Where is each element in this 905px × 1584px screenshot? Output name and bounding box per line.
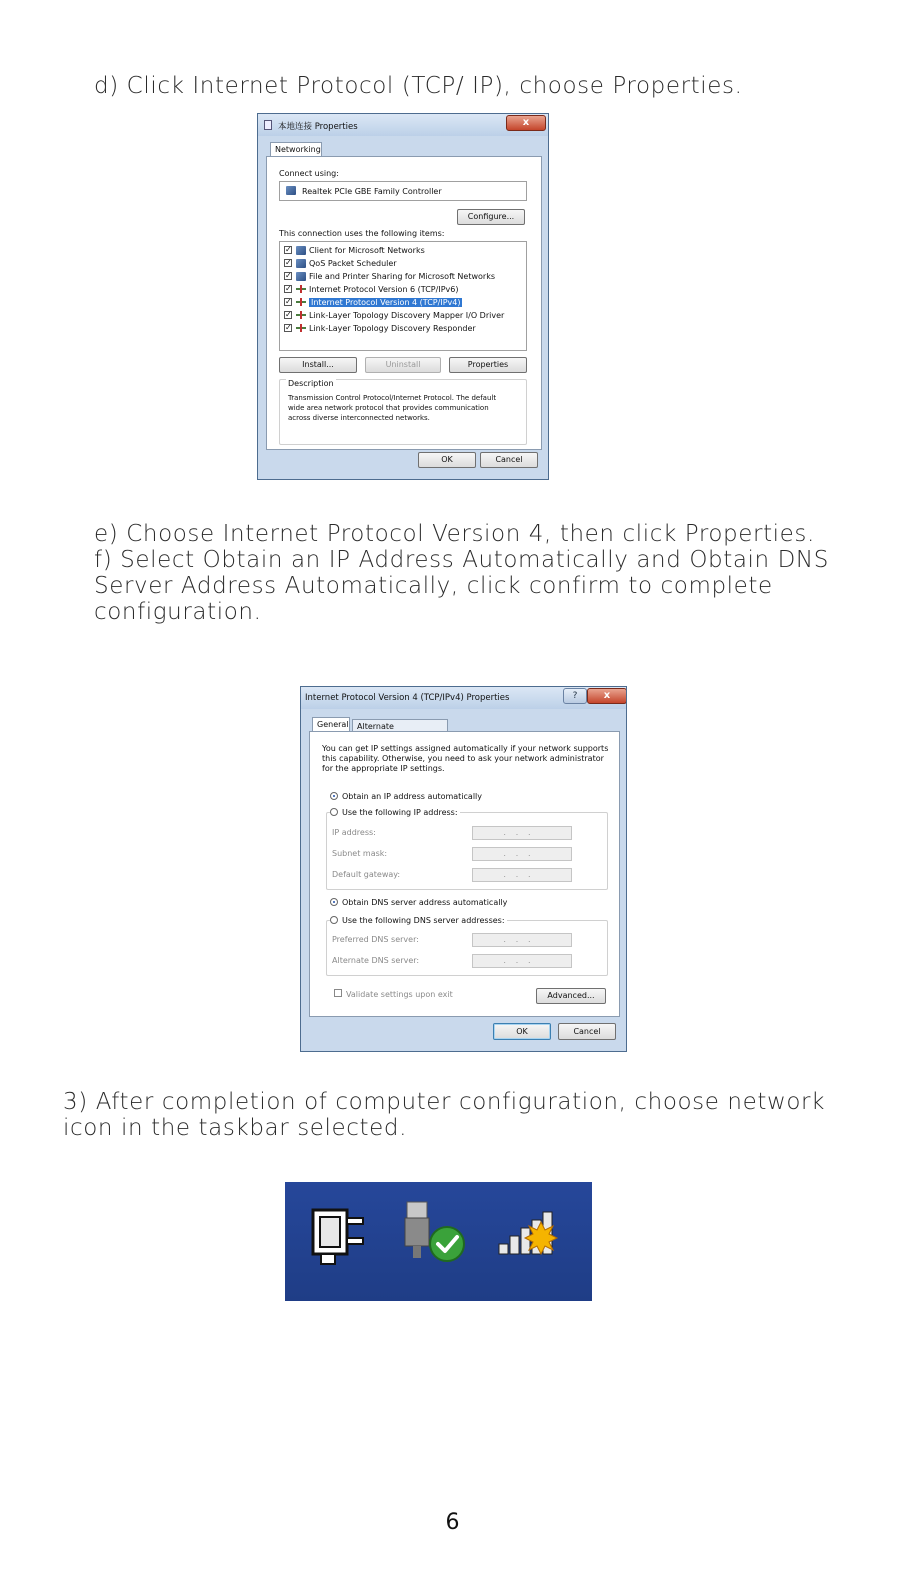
protocol-icon [296, 285, 306, 293]
subnet-mask-field[interactable]: ... [472, 847, 572, 861]
close-button[interactable]: x [587, 688, 627, 704]
step-d-text: d) Click Internet Protocol (TCP/ IP), choose Properties. [94, 73, 743, 99]
network-connection-icon [264, 120, 272, 130]
tab-networking[interactable]: Networking [270, 142, 322, 157]
list-item-label: QoS Packet Scheduler [309, 258, 397, 268]
checkbox-checked[interactable]: ✓ [285, 323, 292, 332]
ok-button[interactable]: OK [418, 452, 476, 468]
radio-label: Obtain an IP address automatically [342, 792, 483, 801]
protocol-icon [296, 298, 306, 306]
list-item-label: File and Printer Sharing for Microsoft Networks [309, 271, 495, 281]
checkbox-checked[interactable]: ✓ [285, 271, 292, 280]
tab-general[interactable]: General [312, 717, 350, 732]
description-group [279, 379, 527, 445]
radio-obtain-ip[interactable] [330, 792, 482, 801]
file-sharing-icon [296, 272, 306, 281]
protocol-icon [296, 324, 306, 332]
list-item-selected[interactable] [284, 296, 462, 308]
step-line: e) Choose Internet Protocol Version 4, then click Properties. [94, 521, 815, 547]
connect-using-label: Connect using: [279, 169, 339, 178]
checkbox-checked[interactable]: ✓ [285, 258, 292, 267]
dialog-title: 本地连接 Properties [278, 122, 358, 132]
description-label: Description [288, 379, 334, 388]
adapter-field [279, 181, 527, 201]
ip-address-label: IP address: [332, 828, 376, 837]
install-button[interactable]: Install... [279, 357, 357, 373]
client-icon [296, 246, 306, 255]
power-plug-icon[interactable] [307, 1200, 369, 1266]
radio-unselected-icon[interactable] [330, 916, 338, 924]
radio-label: Use the following DNS server addresses: [342, 916, 505, 925]
list-item[interactable] [284, 270, 495, 282]
networking-panel [266, 156, 542, 450]
radio-selected-icon[interactable] [330, 898, 338, 906]
checkbox-checked[interactable]: ✓ [285, 310, 292, 319]
list-item-label: Internet Protocol Version 4 (TCP/IPv4) [311, 297, 461, 307]
ip-address-field[interactable]: ... [472, 826, 572, 840]
dialog-titlebar [301, 687, 626, 709]
checkbox-checked[interactable]: ✓ [285, 284, 292, 293]
connection-properties-dialog [257, 113, 549, 480]
description-line: wide area network protocol that provides communication [288, 404, 489, 412]
description-line: across diverse interconnected networks. [288, 414, 430, 422]
checkbox-checked[interactable]: ✓ [285, 245, 292, 254]
items-label: This connection uses the following items: [279, 229, 445, 238]
radio-unselected-icon[interactable] [330, 808, 338, 816]
intro-line: this capability. Otherwise, you need to ask your network administrator [322, 754, 604, 763]
ipv4-properties-dialog [300, 686, 627, 1052]
checkbox-checked[interactable]: ✓ [285, 297, 292, 306]
protocol-icon [296, 311, 306, 319]
alternate-dns-field[interactable]: ... [472, 954, 572, 968]
list-item[interactable] [284, 322, 476, 334]
radio-use-dns[interactable] [330, 916, 507, 925]
list-item-label: Client for Microsoft Networks [309, 245, 425, 255]
step-3-text [63, 1089, 825, 1141]
adapter-name: Realtek PCIe GBE Family Controller [302, 187, 442, 196]
radio-label: Obtain DNS server address automatically [342, 898, 508, 907]
dialog-titlebar [258, 114, 548, 136]
scheduler-icon [296, 259, 306, 268]
list-item[interactable] [284, 244, 425, 256]
intro-line: You can get IP settings assigned automatically if your network supports [322, 744, 609, 753]
radio-use-ip[interactable] [330, 808, 460, 817]
list-item[interactable] [284, 257, 397, 269]
step-line: icon in the taskbar selected. [63, 1115, 408, 1141]
wireless-signal-icon[interactable] [495, 1204, 565, 1264]
general-panel [309, 731, 620, 1017]
configure-button[interactable]: Configure... [457, 209, 525, 225]
step-ef-text [94, 521, 829, 625]
radio-label: Use the following IP address: [342, 808, 458, 817]
components-list[interactable] [279, 241, 527, 351]
usb-network-connected-icon[interactable] [401, 1198, 471, 1266]
list-item[interactable] [284, 283, 458, 295]
step-line: 3) After completion of computer configuration, choose network [63, 1089, 826, 1115]
preferred-dns-field[interactable]: ... [472, 933, 572, 947]
page-number: 6 [445, 1510, 460, 1535]
description-line: Transmission Control Protocol/Internet Protocol. The default [288, 394, 497, 402]
checkbox-label: Validate settings upon exit [346, 990, 453, 999]
dialog-title: Internet Protocol Version 4 (TCP/IPv4) Properties [305, 693, 510, 703]
cancel-button[interactable]: Cancel [558, 1023, 616, 1040]
cancel-button[interactable]: Cancel [480, 452, 538, 468]
advanced-button[interactable]: Advanced... [536, 988, 606, 1004]
validate-settings[interactable] [334, 989, 453, 999]
list-item-label: Link-Layer Topology Discovery Responder [309, 323, 476, 333]
tab-alternate-configuration[interactable]: Alternate [352, 719, 448, 732]
list-item-label: Link-Layer Topology Discovery Mapper I/O Driver [309, 310, 505, 320]
network-adapter-icon [286, 186, 296, 195]
close-button[interactable]: x [506, 115, 546, 131]
preferred-dns-label: Preferred DNS server: [332, 935, 419, 944]
help-button[interactable]: ? [563, 688, 587, 704]
alternate-dns-label: Alternate DNS server: [332, 956, 420, 965]
step-line: f) Select Obtain an IP Address Automatically and Obtain DNS [94, 547, 829, 573]
taskbar-tray [285, 1182, 592, 1301]
step-line: Server Address Automatically, click confirm to complete [94, 573, 773, 599]
list-item-label: Internet Protocol Version 6 (TCP/IPv6) [309, 284, 459, 294]
subnet-mask-label: Subnet mask: [332, 849, 388, 858]
step-line: configuration. [94, 599, 262, 625]
radio-selected-icon[interactable] [330, 792, 338, 800]
properties-button[interactable]: Properties [449, 357, 527, 373]
list-item[interactable] [284, 309, 504, 321]
ok-button[interactable]: OK [493, 1023, 551, 1040]
uninstall-button[interactable]: Uninstall [365, 357, 441, 373]
intro-line: for the appropriate IP settings. [322, 764, 445, 773]
default-gateway-label: Default gateway: [332, 870, 401, 879]
radio-obtain-dns[interactable] [330, 898, 507, 907]
default-gateway-field[interactable]: ... [472, 868, 572, 882]
checkbox-unchecked[interactable] [334, 989, 342, 997]
